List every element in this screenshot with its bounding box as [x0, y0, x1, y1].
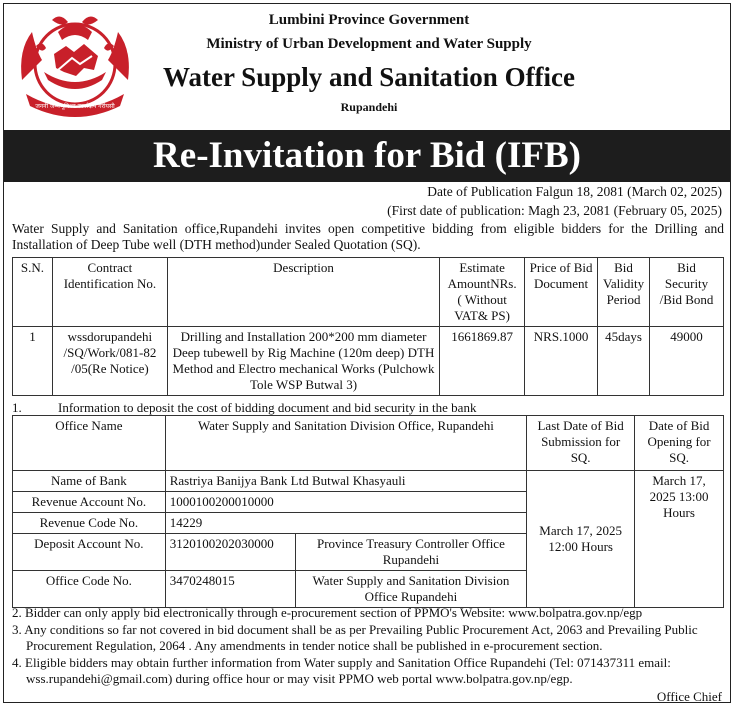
cell-description: Drilling and Installation 200*200 mm diameter Deep tubewell by Rig Machine (120m deep) DTH Method and Electro mechanical Works (Pulchowk Tole WSP Butwal 3): [167, 327, 439, 396]
header-price: Price of Bid Document: [525, 258, 598, 327]
revenue-code-value: 14229: [165, 513, 526, 534]
office-code-office: Water Supply and Sanitation Division Office Rupandehi: [295, 571, 527, 608]
bid-table-header: [13, 258, 724, 327]
province-name: Lumbini Province Government: [268, 12, 470, 28]
deposit-note: [12, 400, 476, 416]
header-description: Description: [167, 258, 439, 327]
footnote-4: 4. Eligible bidders may obtain further information from Water supply and Sanitation Office Rupandehi (Tel: 071437311 email: wss.rupandehi@gmail.com) during office hour or may visit PPMO web portal www.bolpatra.gov.np/egp.: [12, 654, 671, 686]
district-name: Rupandehi: [340, 100, 398, 114]
cell-estimate: 1661869.87: [440, 327, 525, 396]
header-security: Bid Security /Bid Bond: [650, 258, 724, 327]
bid-table: [12, 257, 724, 396]
cell-contract: wssdorupandehi /SQ/Work/081-82 /05(Re Notice): [52, 327, 167, 396]
watermark: [394, 352, 534, 394]
footnote-2: 2. Bidder can only apply bid electronically through e-procurement section of PPMO's Website: www.bolpatra.gov.np/egp: [12, 605, 643, 620]
footnotes: [12, 605, 726, 688]
cell-security: 49000: [650, 327, 724, 396]
table-row: [13, 327, 724, 396]
bank-value: Rastriya Banijya Bank Ltd Butwal Khasyauli: [165, 471, 526, 492]
header-estimate: Estimate AmountNRs. ( Without VAT& PS): [440, 258, 525, 327]
deposit-account-label: Deposit Account No.: [13, 534, 166, 571]
first-publication-date: (First date of publication: Magh 23, 2081 (February 05, 2025): [387, 203, 722, 218]
office-name-value: Water Supply and Sanitation Division Office, Rupandehi: [165, 416, 526, 471]
header-contract: Contract Identification No.: [52, 258, 167, 327]
deposit-note-text: Information to deposit the cost of bidding document and bid security in the bank: [58, 400, 477, 415]
emblem-motto: जननी जन्मभूमिश्च स्वर्गादपि गरीयसी: [35, 103, 115, 110]
opening-date-value: March 17, 2025 13:00 Hours: [635, 471, 724, 608]
office-code-label: Office Code No.: [13, 571, 166, 608]
cell-validity: 45days: [598, 327, 650, 396]
last-date-value: March 17, 2025 12:00 Hours: [527, 471, 635, 608]
bank-table: [12, 415, 724, 608]
cell-price: NRS.1000: [525, 327, 598, 396]
opening-date-label: Date of Bid Opening for SQ.: [635, 416, 724, 471]
deposit-office: Province Treasury Controller Office Rupandehi: [295, 534, 527, 571]
deposit-account-value: 3120100202030000: [165, 534, 295, 571]
last-date-label: Last Date of Bid Submission for SQ.: [527, 416, 635, 471]
notice-frame: [3, 3, 731, 703]
signature: Office Chief: [656, 689, 722, 704]
office-code-value: 3470248015: [165, 571, 295, 608]
bank-label: Name of Bank: [13, 471, 166, 492]
cell-sn: 1: [13, 327, 53, 396]
intro-paragraph: Water Supply and Sanitation office,Rupandehi invites open competitive bidding from eligible bidders for the Drilling and Installation of Deep Tube well (DTH method)under Sealed Quotation (SQ).: [12, 221, 724, 252]
header-validity: Bid Validity Period: [598, 258, 650, 327]
office-name-label: Office Name: [13, 416, 166, 471]
ministry-name: Ministry of Urban Development and Water Supply: [206, 36, 532, 52]
notice-title: Re-Invitation for Bid (IFB): [4, 130, 730, 182]
nepal-emblem-icon: [14, 10, 136, 124]
office-name: Water Supply and Sanitation Office: [162, 62, 576, 92]
header-sn: S.N.: [13, 258, 53, 327]
footnote-3: 3. Any conditions so far not covered in bid document shall be as per Prevailing Public Procurement Act, 2063 and Prevailing Public Procurement Regulation, 2064 . Any amendments in tender notice shall be published in e-procurement section.: [12, 621, 698, 653]
revenue-code-label: Revenue Code No.: [13, 513, 166, 534]
deposit-note-number: 1.: [12, 400, 22, 415]
revenue-account-value: 1000100200010000: [165, 492, 526, 513]
revenue-account-label: Revenue Account No.: [13, 492, 166, 513]
publication-date: Date of Publication Falgun 18, 2081 (March 02, 2025): [427, 184, 722, 199]
